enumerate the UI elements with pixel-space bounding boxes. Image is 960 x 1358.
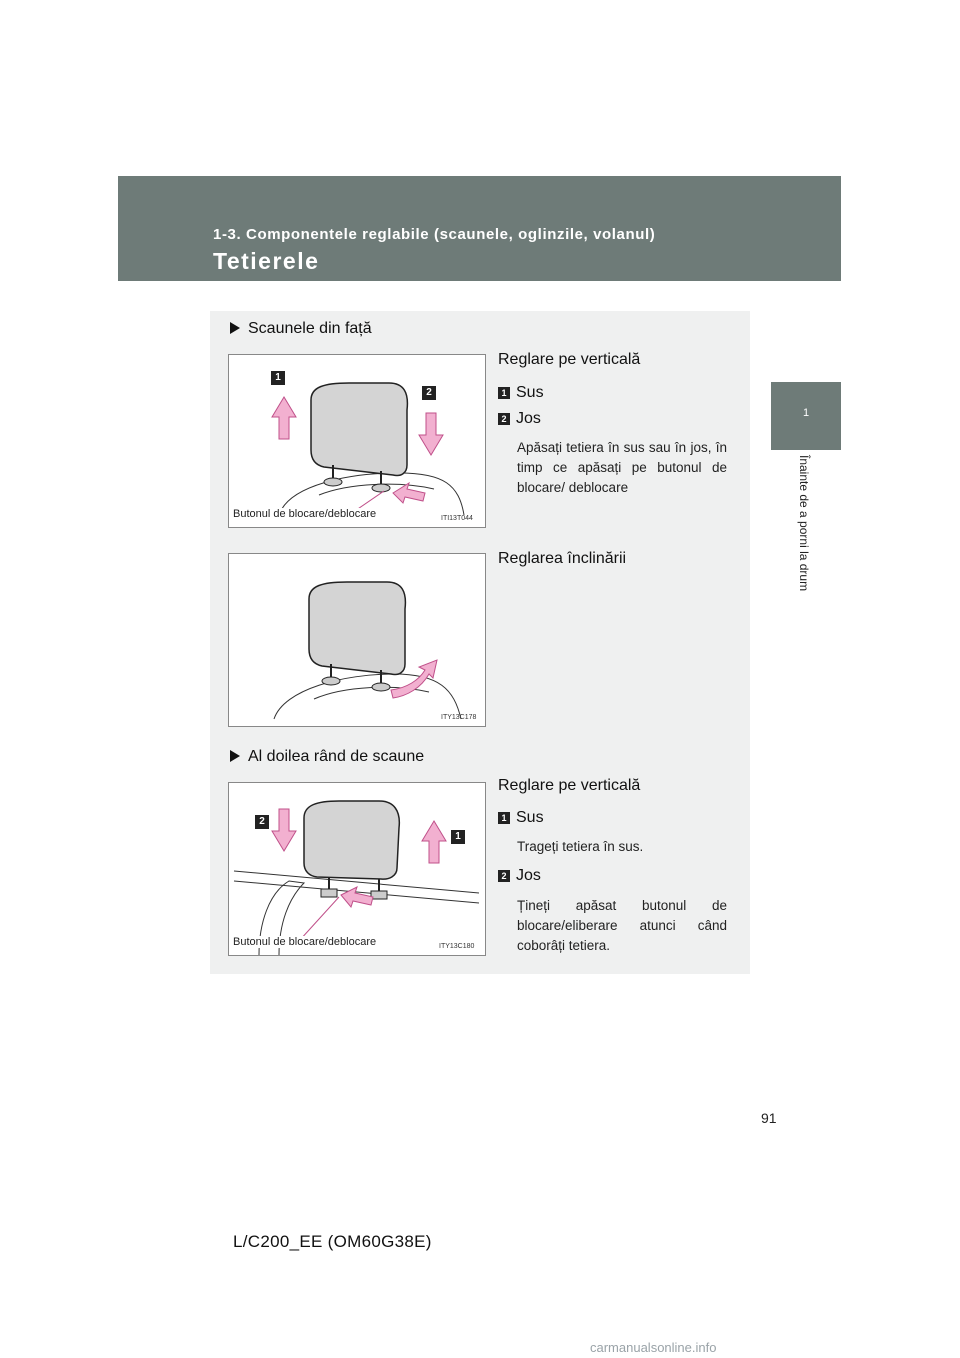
watermark: carmanualsonline.info (590, 1340, 717, 1355)
step-up (498, 809, 544, 827)
bullet-second-row (230, 748, 424, 766)
step-up (498, 384, 544, 402)
instruction-down: Țineți apăsat butonul de blocare/eliberare atunci când coborâți tetiera. (517, 898, 727, 953)
instruction-up: Trageți tetiera în sus. (517, 839, 644, 854)
heading-rear-vertical: Reglare pe verticală (498, 777, 641, 794)
step-down (498, 410, 541, 428)
bullet-text: Scaunele din față (248, 320, 372, 337)
rear-headrest-illustration (229, 783, 485, 955)
figure-callout-label: Butonul de blocare/deblocare (233, 508, 377, 520)
step-down (498, 867, 541, 885)
chapter-number: 1 (802, 407, 810, 419)
figure-code: ITI13T044 (441, 515, 473, 522)
step-text: Sus (516, 384, 544, 401)
figure-second-row (228, 782, 486, 956)
chapter-title-vertical (797, 455, 815, 625)
figure-code: ITY13C178 (441, 714, 477, 721)
step-number: 1 (498, 387, 510, 399)
step-text: Jos (516, 410, 541, 427)
triangle-bullet-icon (230, 322, 240, 334)
footer-code: L/C200_EE (OM60G38E) (233, 1232, 432, 1251)
page-title: Tetierele (213, 248, 320, 274)
figure-code: ITY13C180 (439, 943, 475, 950)
step-2-badge: 2 (255, 815, 269, 829)
heading-vertical-adjust: Reglare pe verticală (498, 351, 641, 368)
triangle-bullet-icon (230, 750, 240, 762)
step-1-badge: 1 (271, 371, 285, 385)
heading-tilt-adjust: Reglarea înclinării (498, 550, 627, 567)
instruction-vertical: Apăsați tetiera în sus sau în jos, în timp ce apăsați pe butonul de blocare/ deblocare (517, 440, 727, 495)
headrest-tilt-illustration (229, 554, 485, 726)
step-text: Jos (516, 867, 541, 884)
chapter-tab (771, 382, 841, 450)
step-1-badge: 1 (451, 830, 465, 844)
figure-front-vertical (228, 354, 486, 528)
step-2-badge: 2 (422, 386, 436, 400)
step-number: 2 (498, 413, 510, 425)
step-number: 2 (498, 870, 510, 882)
bullet-front-seats (230, 320, 372, 338)
page-header (118, 176, 841, 281)
step-text: Sus (516, 809, 544, 826)
chapter-title: Înainte de a porni la drum (797, 455, 811, 592)
section-title: 1-3. Componentele reglabile (scaunele, oglinzile, volanul) (213, 226, 656, 243)
figure-callout-label: Butonul de blocare/deblocare (233, 936, 377, 948)
figure-front-tilt (228, 553, 486, 727)
step-number: 1 (498, 812, 510, 824)
page-number: 91 (761, 1110, 777, 1126)
headrest-vertical-illustration (229, 355, 485, 527)
bullet-text: Al doilea rând de scaune (248, 748, 425, 765)
